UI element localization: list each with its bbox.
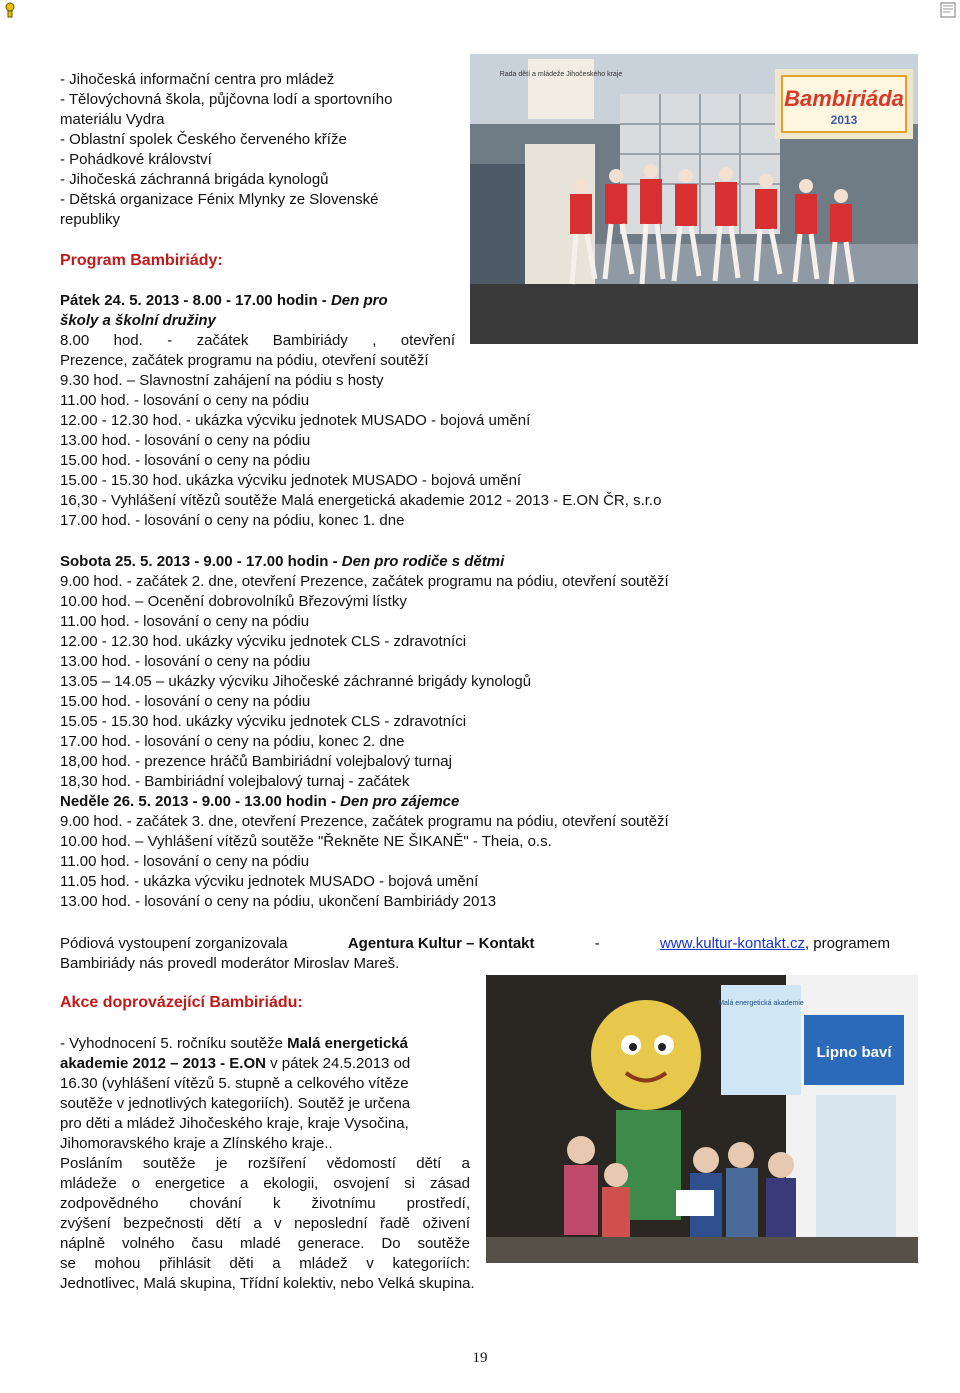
- performances-suffix: , programem: [804, 935, 890, 952]
- accompanying-line: Jihomoravského kraje a Zlínského kraje..: [60, 1135, 333, 1152]
- page-number: 19: [472, 1350, 488, 1366]
- accompanying-line: [60, 1054, 410, 1074]
- schedule-item: 18,00 hod. - prezence hráčů Bambiriádní volejbalový turnaj: [60, 753, 452, 770]
- list-item: - Jihočeská záchranná brigáda kynologů: [60, 171, 329, 188]
- accompanying-line: zvýšení bezpečnosti dětí a v neposlední řadě oživení: [60, 1215, 470, 1232]
- kultur-kontakt-link[interactable]: www.kultur-kontakt.cz: [659, 935, 805, 952]
- schedule-item: 13.05 – 14.05 – ukázky výcviku Jihočeské záchranné brigády kynologů: [60, 673, 532, 690]
- schedule-item: 9.00 hod. - začátek 2. dne, otevření Prezence, začátek programu na pódiu, otevření soutěží: [60, 573, 669, 590]
- accompanying-line: soutěže v jednotlivých kategoriích). Soutěž je určena: [60, 1095, 411, 1112]
- schedule-item: 11.00 hod. - losování o ceny na pódiu: [60, 853, 310, 870]
- acrobat-note-icon: [2, 2, 18, 18]
- schedule-item: 12.00 - 12.30 hod. ukázky výcviku jednotek CLS - zdravotníci: [60, 633, 467, 650]
- sunday-heading: [60, 792, 459, 812]
- accompanying-bold: akademie 2012 – 2013 - E.ON: [60, 1055, 266, 1072]
- poster-title: Malá energetická akademie: [718, 1000, 804, 1007]
- schedule-item: 11.00 hod. - losování o ceny na pódiu: [60, 613, 310, 630]
- list-item: - Dětská organizace Fénix Mlynky ze Slovenské: [60, 191, 379, 208]
- saturday-label: Den pro rodiče s dětmi: [341, 553, 505, 570]
- saturday-heading: [60, 552, 504, 572]
- accompanying-text: v pátek 24.5.2013 od: [265, 1055, 411, 1072]
- accompanying-line: zodpovědného chování k životnímu prostředí,: [60, 1195, 470, 1212]
- schedule-item: 12.00 - 12.30 hod. - ukázka výcviku jednotek MUSADO - bojová umění: [60, 412, 531, 429]
- friday-heading: [60, 291, 388, 311]
- schedule-item: 9.00 hod. - začátek 3. dne, otevření Prezence, začátek programu na pódiu, otevření soutěží: [60, 813, 669, 830]
- brand-text: Lipno baví: [816, 1044, 892, 1061]
- accompanying-line: Posláním soutěže je rozšíření vědomostí dětí a: [60, 1155, 470, 1172]
- banner-text: Bambiriáda: [784, 86, 904, 111]
- accompanying-line: [60, 1034, 408, 1054]
- list-item: republiky: [60, 211, 121, 228]
- schedule-item: 15.05 - 15.30 hod. ukázky výcviku jednotek CLS - zdravotníci: [60, 713, 467, 730]
- schedule-item: 15.00 hod. - losování o ceny na pódiu: [60, 452, 311, 469]
- schedule-item: 17.00 hod. - losování o ceny na pódiu, konec 1. dne: [60, 512, 405, 529]
- sunday-label: Den pro zájemce: [340, 793, 460, 810]
- friday-label-cont: školy a školní družiny: [60, 312, 216, 329]
- schedule-item: 15.00 - 15.30 hod. ukázka výcviku jednotek MUSADO - bojová umění: [60, 472, 522, 489]
- list-item: materiálu Vydra: [60, 111, 165, 128]
- saturday-date: Sobota 25. 5. 2013 - 9.00 - 17.00 hodin -: [60, 553, 342, 570]
- program-heading: Program Bambiriády:: [60, 252, 223, 269]
- schedule-item: 18,30 hod. - Bambiriádní volejbalový turnaj - začátek: [60, 773, 410, 790]
- schedule-item: 11.05 hod. - ukázka výcviku jednotek MUSADO - bojová umění: [60, 873, 479, 890]
- sign-text: Rada dětí a mládeže Jihočeského kraje: [499, 71, 623, 78]
- list-item: - Pohádkové království: [60, 151, 212, 168]
- schedule-item: 10.00 hod. – Vyhlášení vítězů soutěže "Řekněte NE ŠIKANĚ" - Theia, o.s.: [60, 833, 552, 850]
- list-item: - Jihočeská informační centra pro mládež: [60, 71, 335, 88]
- schedule-item: Prezence, začátek programu na pódiu, otevření soutěží: [60, 352, 429, 369]
- accompanying-bold: Malá energetická: [287, 1035, 408, 1052]
- friday-first-item: 8.00 hod. - začátek Bambiriády , otevření: [60, 332, 455, 349]
- schedule-item: 10.00 hod. – Ocenění dobrovolníků Březovými lístky: [60, 593, 407, 610]
- list-item: - Tělovýchovná škola, půjčovna lodí a sportovního: [60, 91, 393, 108]
- schedule-item: 9.30 hod. – Slavnostní zahájení na pódiu s hosty: [60, 372, 384, 389]
- accompanying-line: 16.30 (vyhlášení vítězů 5. stupně a celkového vítěze: [60, 1075, 409, 1092]
- schedule-item: 17.00 hod. - losování o ceny na pódiu, konec 2. dne: [60, 733, 405, 750]
- performances-line2: Bambiriády nás provedl moderátor Miroslav Mareš.: [60, 955, 400, 972]
- accompanying-heading: Akce doprovázející Bambiriádu:: [60, 994, 303, 1011]
- schedule-item: 15.00 hod. - losování o ceny na pódiu: [60, 693, 311, 710]
- friday-label: Den pro: [330, 292, 388, 309]
- list-item: - Oblastní spolek Českého červeného kříže: [60, 131, 347, 148]
- photo-children-mascot: [486, 975, 918, 1263]
- accompanying-line: se mohou přihlásit děti a mládež v kategoriích:: [60, 1255, 470, 1272]
- schedule-item: 16,30 - Vyhlášení vítězů soutěže Malá energetická akademie 2012 - 2013 - E.ON ČR, s.r.o: [60, 492, 662, 509]
- page-corner-icon: [940, 2, 956, 18]
- dash: -: [594, 935, 600, 952]
- banner-year: 2013: [830, 113, 858, 127]
- accompanying-line: Jednotlivec, Malá skupina, Třídní kolektiv, nebo Velká skupina.: [60, 1275, 475, 1292]
- schedule-item: 11.00 hod. - losování o ceny na pódiu: [60, 392, 310, 409]
- agency-name: Agentura Kultur – Kontakt: [347, 935, 535, 952]
- performances-line: [60, 934, 890, 954]
- schedule-item: 13.00 hod. - losování o ceny na pódiu: [60, 653, 311, 670]
- friday-date: Pátek 24. 5. 2013 - 8.00 - 17.00 hodin -: [60, 292, 331, 309]
- schedule-item: 13.00 hod. - losování o ceny na pódiu: [60, 432, 311, 449]
- sunday-date: Neděle 26. 5. 2013 - 9.00 - 13.00 hodin -: [60, 793, 341, 810]
- schedule-item: 13.00 hod. - losování o ceny na pódiu, ukončení Bambiriády 2013: [60, 893, 497, 910]
- accompanying-text: - Vyhodnocení 5. ročníku soutěže: [60, 1035, 288, 1052]
- accompanying-line: mládeže o energetice a ekologii, osvojení si zásad: [60, 1175, 470, 1192]
- photo-majorettes: [470, 54, 918, 344]
- performances-prefix: Pódiová vystoupení zorganizovala: [60, 935, 288, 952]
- accompanying-line: pro děti a mládež Jihočeského kraje, kraje Vysočina,: [60, 1115, 409, 1132]
- accompanying-line: náplně volného času mladé generace. Do soutěže: [60, 1235, 470, 1252]
